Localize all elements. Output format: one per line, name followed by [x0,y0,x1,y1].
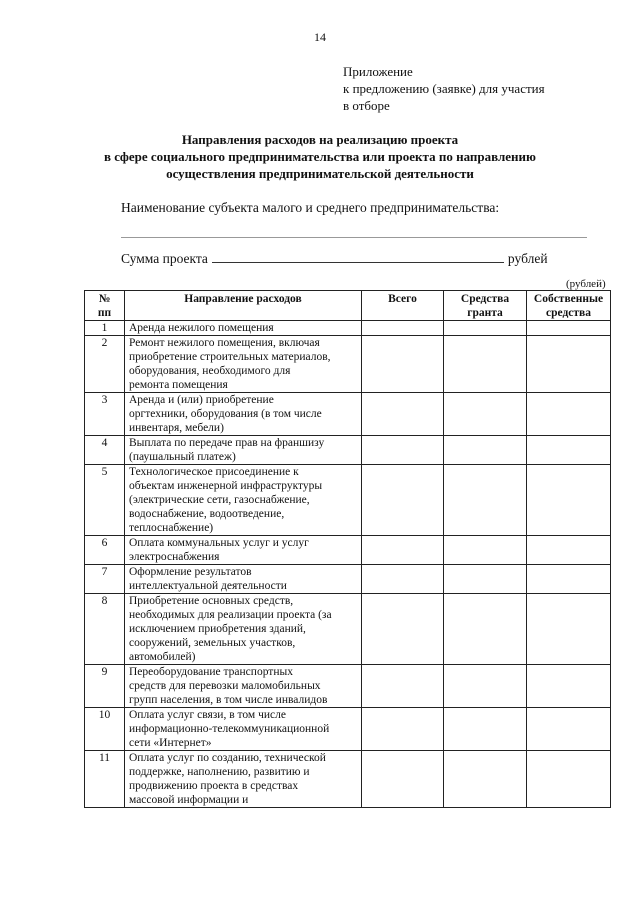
expense-direction-line: электроснабжения [129,551,220,563]
grant-cell[interactable] [444,436,527,465]
expense-direction-line: Оплата коммунальных услуг и услуг [129,537,309,549]
row-number: 8 [85,594,125,665]
table-header-row [85,291,611,321]
expense-direction-line: продвижению проекта в средствах [129,780,299,792]
expense-direction-line: оборудования, необходимого для [129,365,291,377]
table-body [85,321,611,808]
total-cell[interactable] [362,536,444,565]
own-funds-cell[interactable] [527,665,611,708]
grant-cell[interactable] [444,393,527,436]
expense-direction-line: сети «Интернет» [129,737,212,749]
header-total: Всего [362,291,444,321]
header-grant-line: Средства [460,293,510,305]
expense-direction-line: Ремонт нежилого помещения, включая [129,337,320,349]
table-row [85,565,611,594]
project-sum-label: Сумма проекта [121,251,208,266]
table-row [85,436,611,465]
grant-cell[interactable] [444,708,527,751]
expense-direction-line: объектам инженерной инфраструктуры [129,480,323,492]
expense-direction [125,708,362,751]
table-row [85,336,611,393]
expense-direction-line: оргтехники, оборудования (в том числе [129,408,322,420]
grant-cell[interactable] [444,594,527,665]
total-cell[interactable] [362,436,444,465]
expense-direction-line: инвентаря, мебели) [129,422,224,434]
currency-note: (рублей) [566,278,606,290]
expense-direction-line: сооружений, земельных участков, [129,637,296,649]
expense-direction-line: Переоборудование транспортных [129,666,293,678]
row-number: 3 [85,393,125,436]
expense-direction-line: интеллектуальной деятельности [129,580,287,592]
total-cell[interactable] [362,708,444,751]
expense-direction-line: автомобилей) [129,651,196,663]
expense-direction [125,536,362,565]
expense-direction-line: (паушальный платеж) [129,451,236,463]
expense-direction [125,665,362,708]
appendix-line: к предложению (заявке) для участия [343,81,545,96]
expense-direction [125,565,362,594]
page-number: 14 [314,30,326,44]
project-sum-row [121,250,591,267]
expense-direction-line: информационно-телекоммуникационной [129,723,330,735]
project-sum-unit: рублей [507,251,548,266]
header-direction: Направление расходов [125,291,362,321]
expense-direction [125,594,362,665]
expense-direction [125,336,362,393]
row-number: 11 [85,751,125,808]
row-number: 7 [85,565,125,594]
total-cell[interactable] [362,665,444,708]
total-cell[interactable] [362,465,444,536]
document-title [0,131,640,182]
expense-direction-line: водоснабжение, водоотведение, [129,508,285,520]
own-funds-cell[interactable] [527,536,611,565]
row-number: 6 [85,536,125,565]
table-row [85,465,611,536]
expense-direction-line: Приобретение основных средств, [129,595,294,607]
own-funds-cell[interactable] [527,393,611,436]
expense-direction-line: (электрические сети, газоснабжение, [129,494,310,506]
grant-cell[interactable] [444,536,527,565]
grant-cell[interactable] [444,751,527,808]
expense-direction [125,465,362,536]
expense-direction-line: массовой информации и [129,794,249,806]
expense-direction [125,436,362,465]
header-own-line: Собственные [533,293,604,305]
grant-cell[interactable] [444,565,527,594]
header-num-line: пп [97,307,112,319]
expense-direction-line: необходимых для реализации проекта (за [129,609,332,621]
expense-direction-line: Оплата услуг связи, в том числе [129,709,286,721]
appendix-line: Приложение [343,64,413,79]
expense-direction-line: приобретение строительных материалов, [129,351,331,363]
own-funds-cell[interactable] [527,708,611,751]
own-funds-cell[interactable] [527,436,611,465]
expense-direction [125,751,362,808]
expense-direction [125,321,362,336]
total-cell[interactable] [362,565,444,594]
expense-direction-line: поддержке, наполнению, развитию и [129,766,310,778]
table-row [85,321,611,336]
own-funds-cell[interactable] [527,465,611,536]
title-line: осуществления предпринимательской деятельности [166,166,474,181]
expense-direction-line: Технологическое присоединение к [129,466,299,478]
project-sum-field[interactable] [212,250,504,263]
appendix-note [343,63,613,114]
total-cell[interactable] [362,321,444,336]
grant-cell[interactable] [444,665,527,708]
row-number: 2 [85,336,125,393]
expense-direction-line: Оформление результатов [129,566,252,578]
table-row [85,594,611,665]
total-cell[interactable] [362,751,444,808]
title-line: Направления расходов на реализацию проекта [181,132,459,147]
table-row [85,751,611,808]
header-grant-line: гранта [467,307,503,319]
total-cell[interactable] [362,594,444,665]
table-row [85,536,611,565]
row-number: 5 [85,465,125,536]
own-funds-cell[interactable] [527,751,611,808]
subject-name-field[interactable] [121,237,587,238]
grant-cell[interactable] [444,321,527,336]
expense-direction-line: Аренда нежилого помещения [129,322,274,334]
header-grant [444,291,527,321]
title-line: в сфере социального предпринимательства или проекта по направлению [104,149,536,164]
row-number: 1 [85,321,125,336]
own-funds-cell[interactable] [527,594,611,665]
table-row [85,665,611,708]
expense-direction-line: теплоснабжение) [129,522,214,534]
header-num [85,291,125,321]
own-funds-cell[interactable] [527,565,611,594]
row-number: 4 [85,436,125,465]
total-cell[interactable] [362,336,444,393]
header-own-line: средства [546,307,591,319]
appendix-line: в отборе [343,98,390,113]
table-row [85,708,611,751]
expense-direction-line: ремонта помещения [129,379,228,391]
expense-direction-line: исключением приобретения зданий, [129,623,306,635]
header-own-funds [527,291,611,321]
own-funds-cell[interactable] [527,321,611,336]
header-num-line: № [98,293,111,305]
total-cell[interactable] [362,393,444,436]
expense-direction-line: групп населения, в том числе инвалидов [129,694,328,706]
own-funds-cell[interactable] [527,336,611,393]
expense-direction-line: Выплата по передаче прав на франшизу [129,437,325,449]
grant-cell[interactable] [444,336,527,393]
row-number: 9 [85,665,125,708]
expense-direction [125,393,362,436]
subject-name-label: Наименование субъекта малого и среднего предпринимательства: [121,200,500,215]
table-row [85,393,611,436]
expense-table [84,290,611,808]
expense-direction-line: Аренда и (или) приобретение [129,394,274,406]
grant-cell[interactable] [444,465,527,536]
row-number: 10 [85,708,125,751]
expense-direction-line: средств для перевозки маломобильных [129,680,321,692]
expense-direction-line: Оплата услуг по созданию, технической [129,752,326,764]
